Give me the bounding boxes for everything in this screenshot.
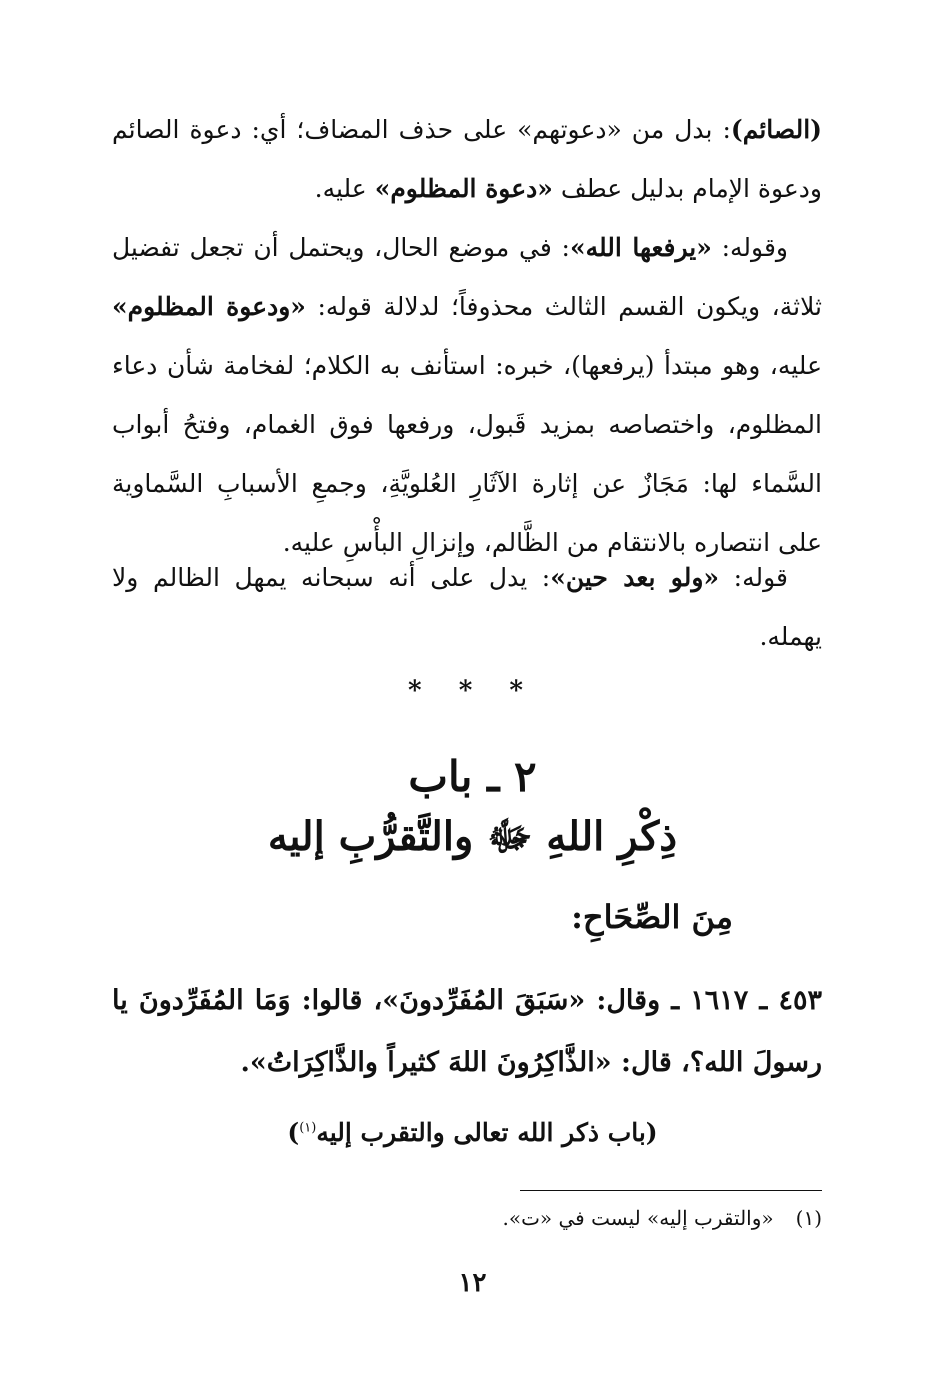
- footnote-divider: [520, 1190, 822, 1191]
- section-label: مِنَ الصِّحَاحِ:: [571, 898, 733, 936]
- sub-heading-close: ): [287, 1118, 300, 1147]
- paragraph-1: [112, 100, 822, 218]
- footnote-text: «والتقرب إليه» ليست في «ت».: [502, 1206, 774, 1230]
- paragraph-3: [112, 548, 822, 666]
- bold-quote: «ولو بعد حين»: [550, 563, 720, 592]
- footnote: [502, 1206, 822, 1230]
- footnote-number: (١): [795, 1206, 822, 1230]
- paragraph-2-tail: عليه، وهو مبتدأ (يرفعها)، خبره: استأنف به الكلام؛ لفخامة شأن دعاء المظلوم، واختصاصه بمزيد قَبول، ورفعها فوق الغمام، وفتحُ أبواب السَّماء لها: مَجَازٌ عن إثارة الآثَارِ العُلويَّةِ، وجمعِ الأسبابِ السَّماوية على انتصاره بالانتقام من الظَّالم، وإنزالِ البأْسِ عليه.: [112, 351, 822, 557]
- bold-quote: «يرفعها الله»: [569, 233, 712, 262]
- chapter-title: ذِكْرِ اللهِ ﷻ والتَّقرُّبِ إليه: [267, 813, 678, 860]
- term-label: (الصائم): [730, 115, 822, 144]
- paragraph-2: [112, 218, 822, 572]
- paragraph-2-text: : في موضع الحال، ويحتمل أن تجعل تفضيل ثلاثة، ويكون القسم الثالث محذوفاً؛ لدلالة قوله:: [112, 233, 822, 321]
- paragraph-3-intro: قوله:: [719, 563, 788, 592]
- sub-heading: [0, 1118, 945, 1147]
- paragraph-1-tail: عليه.: [314, 174, 375, 203]
- bold-quote: «دعوة المظلوم»: [374, 174, 553, 203]
- section-separator: * * *: [408, 676, 537, 706]
- bold-quote: «ودعوة المظلوم»: [112, 292, 306, 321]
- chapter-number: ٢ ـ باب: [408, 752, 537, 801]
- hadith-text: ٤٥٣ ـ ١٦١٧ ـ وقال: «سَبَقَ المُفَرِّدونَ»، قالوا: وَمَا المُفَرِّدونَ يا رسولَ الله؟، قال: «الذَّاكِرُونَ اللهَ كثيراً والذَّاكِرَاتُ».: [112, 985, 822, 1078]
- sub-heading-text: (باب ذكر الله تعالى والتقرب إليه: [316, 1118, 658, 1147]
- paragraph-3-text: : يدل على أنه سبحانه يمهل الظالم ولا يهمله.: [112, 563, 822, 651]
- paragraph-2-intro: وقوله:: [711, 233, 788, 262]
- paragraph-1-text: : بدل من «دعوتهم» على حذف المضاف؛ أي: دعوة الصائم ودعوة الإمام بدليل عطف: [112, 115, 822, 203]
- footnote-ref: (١): [299, 1120, 317, 1136]
- page-number: ١٢: [458, 1268, 487, 1298]
